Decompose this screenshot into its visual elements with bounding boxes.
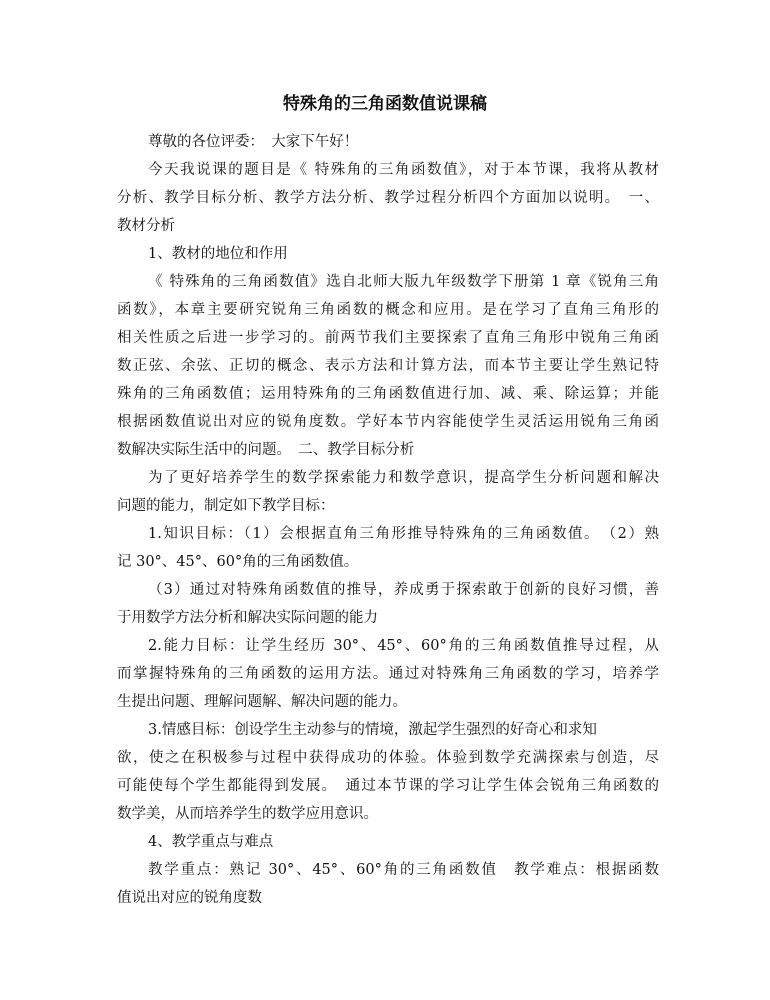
paragraph-line: 记 30°、45°、60°角的三角函数值。 [117, 554, 359, 570]
paragraph-line: 尊敬的各位评委： 大家下午好！ [148, 134, 359, 150]
paragraph-line: 生提出问题、理解问题解、解决问题的能力。 [117, 694, 407, 710]
paragraph-line: 于用数学方法分析和解决实际问题的能力 [117, 610, 378, 626]
paragraph-line: 2.能力目标：让学生经历 30°、45°、60°角的三角函数值推导过程，从 [148, 638, 659, 654]
paragraph-line: 《 特殊角的三角函数值》选自北师大版九年级数学下册第 1 章《锐角三角 [148, 274, 659, 290]
paragraph-line: 相关性质之后进一步学习的。前两节我们主要探索了直角三角形中锐角三角函 [117, 330, 659, 346]
paragraph-line: 教材分析 [117, 218, 175, 234]
paragraph-line: 根据函数值说出对应的锐角度数。学好本节内容能使学生灵活运用锐角三角函 [117, 414, 659, 430]
paragraph-line: 为了更好培养学生的数学探索能力和数学意识，提高学生分析问题和解决 [148, 470, 659, 486]
paragraph-line: （3）通过对特殊角函数值的推导，养成勇于探索敢于创新的良好习惯，善 [148, 582, 659, 598]
paragraph-line: 数正弦、余弦、正切的概念、表示方法和计算方法，而本节主要让学生熟记特 [117, 358, 659, 374]
paragraph-line: 1、教材的地位和作用 [148, 246, 288, 262]
paragraph-line: 教学重点：熟记 30°、45°、60°角的三角函数值 教学难点：根据函数 [148, 862, 659, 878]
paragraph-line: 今天我说课的题目是《 特殊角的三角函数值》，对于本节课，我将从教材 [148, 162, 659, 178]
paragraph-line: 值说出对应的锐角度数 [117, 890, 262, 906]
paragraph-line: 4、教学重点与难点 [148, 834, 274, 850]
paragraph-line: 问题的能力，制定如下教学目标： [117, 498, 335, 514]
paragraph-line: 数学美，从而培养学生的数学应用意识。 [117, 806, 378, 822]
paragraph-line: 数解决实际生活中的问题。 二、教学目标分析 [117, 442, 415, 458]
paragraph-line: 分析、教学目标分析、教学方法分析、教学过程分析四个方面加以说明。 一、 [117, 190, 659, 206]
paragraph-line: 3.情感目标：创设学生主动参与的情境，激起学生强烈的好奇心和求知 [148, 722, 597, 738]
paragraph-line: 1.知识目标：（1）会根据直角三角形推导特殊角的三角函数值。 （2）熟 [148, 526, 659, 542]
paragraph-line: 函数》，本章主要研究锐角三角函数的概念和应用。是在学习了直角三角形的 [117, 302, 659, 318]
paragraph-line: 而掌握特殊角的三角函数的运用方法。通过对特殊角三角函数的学习，培养学 [117, 666, 659, 682]
paragraph-line: 可能使每个学生都能得到发展。 通过本节课的学习让学生体会锐角三角函数的 [117, 778, 659, 794]
paragraph-line: 欲，使之在积极参与过程中获得成功的体验。体验到数学充满探索与创造，尽 [117, 750, 659, 766]
paragraph-line: 殊角的三角函数值；运用特殊角的三角函数值进行加、减、乘、除运算；并能 [117, 386, 659, 402]
document-title: 特殊角的三角函数值说课稿 [283, 94, 487, 114]
